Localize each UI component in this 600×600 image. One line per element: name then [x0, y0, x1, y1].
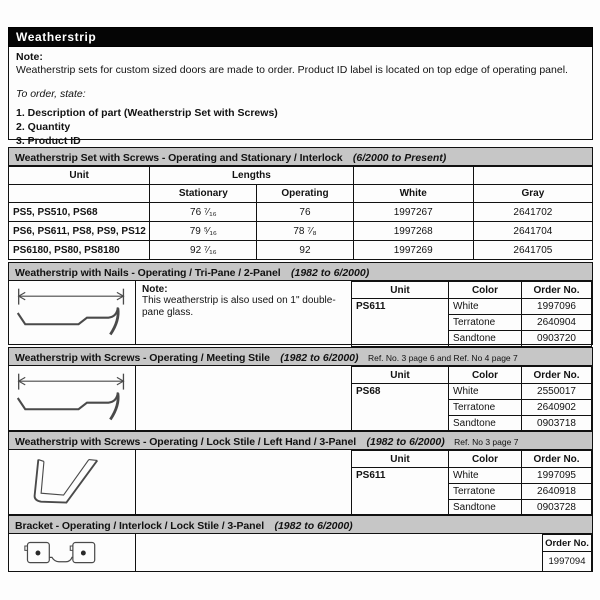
section-bracket-body [8, 534, 593, 572]
order-no-cell: 0903720 [522, 331, 592, 347]
table-row [352, 299, 592, 315]
color-cell: Terratone [449, 484, 522, 500]
section-meeting-ref: Ref. No. 3 page 6 and Ref. No 4 page 7 [367, 353, 518, 363]
stationary-length-cell: 79 ⁵⁄₁₆ [150, 222, 257, 241]
section-nails-header-bar [8, 262, 593, 281]
section-nails [8, 262, 593, 345]
table-row [352, 468, 592, 484]
col-header-order: Order No. [543, 535, 592, 552]
gray-order-cell: 2641702 [473, 203, 592, 222]
col-header-unit: Unit [9, 167, 150, 185]
page-title: Weatherstrip [8, 27, 593, 47]
operating-length-cell: 92 [257, 241, 353, 260]
section-meeting-stile [8, 347, 593, 431]
page-content [8, 27, 593, 572]
section-lock-header-bar [8, 431, 593, 450]
col-header-color: Color [449, 282, 522, 299]
order-no-cell: 1997094 [543, 552, 592, 572]
color-cell: Sandtone [449, 500, 522, 516]
stationary-length-cell: 92 ⁷⁄₁₆ [150, 241, 257, 260]
order-no-cell: 0903728 [522, 500, 592, 516]
section-meeting-title: Weatherstrip with Screws - Operating / Meeting Stile [15, 352, 270, 364]
table-row [543, 552, 592, 572]
table-row [9, 241, 593, 260]
bracket-order-table [542, 534, 592, 572]
unit-cell: PS68 [352, 384, 449, 432]
nails-order-table [351, 281, 592, 347]
section-lock-stile [8, 431, 593, 515]
order-no-cell: 0903718 [522, 416, 592, 432]
unit-cell: PS611 [352, 468, 449, 516]
col-header-lengths: Lengths [150, 167, 353, 185]
white-order-cell: 1997269 [353, 241, 473, 260]
gray-order-cell: 2641704 [473, 222, 592, 241]
section-bracket [8, 515, 593, 572]
section-lock-title: Weatherstrip with Screws - Operating / Lock Stile / Left Hand / 3-Panel [15, 436, 357, 448]
col-header-stationary: Stationary [150, 185, 257, 203]
color-cell: White [449, 384, 522, 400]
col-header-unit: Unit [352, 367, 449, 384]
section-lock-body [8, 450, 593, 515]
order-steps [16, 106, 585, 148]
color-cell: White [449, 468, 522, 484]
unit-cell: PS6180, PS80, PS8180 [9, 241, 150, 260]
section-bracket-header-bar [8, 515, 593, 534]
empty-spacer [136, 534, 542, 571]
color-cell: Terratone [449, 315, 522, 331]
note-label: Note: [16, 51, 43, 63]
section-set-date-range: (6/2000 to Present) [352, 152, 447, 164]
bracket-drawing [9, 534, 136, 571]
empty-spacer [136, 450, 351, 514]
col-header-unit: Unit [352, 282, 449, 299]
nails-note-box [136, 281, 351, 344]
section-meeting-body [8, 366, 593, 431]
bracket-icon [17, 537, 127, 569]
col-header-order: Order No. [522, 367, 592, 384]
to-order-label: To order, state: [16, 88, 86, 100]
order-no-cell: 2640902 [522, 400, 592, 416]
order-no-cell: 1997096 [522, 299, 592, 315]
col-header-color: Color [449, 367, 522, 384]
stationary-length-cell: 76 ⁷⁄₁₆ [150, 203, 257, 222]
color-cell: Sandtone [449, 416, 522, 432]
section-lock-date-range: (1982 to 6/2000) [366, 436, 445, 448]
section-set-with-screws [8, 147, 593, 260]
section-meeting-date-range: (1982 to 6/2000) [280, 352, 359, 364]
order-no-cell: 2640904 [522, 315, 592, 331]
operating-length-cell: 76 [257, 203, 353, 222]
u-channel-profile-icon [11, 453, 133, 511]
operating-length-cell: 78 ⁷⁄₈ [257, 222, 353, 241]
nails-note-label: Note: [142, 284, 168, 295]
order-no-cell: 2640918 [522, 484, 592, 500]
nails-note-text: This weatherstrip is also used on 1" double-pane glass. [142, 295, 336, 318]
col-header-operating: Operating [257, 185, 353, 203]
set-with-screws-table [8, 166, 593, 260]
color-cell: Terratone [449, 400, 522, 416]
section-set-header-bar [8, 147, 593, 166]
color-cell: Sandtone [449, 331, 522, 347]
u-channel-drawing [9, 450, 136, 514]
section-bracket-date-range: (1982 to 6/2000) [274, 520, 353, 532]
lock-order-table [351, 450, 592, 516]
section-nails-body [8, 281, 593, 345]
order-step-3: 3. Product ID [16, 135, 81, 147]
col-header-order: Order No. [522, 451, 592, 468]
order-no-cell: 2550017 [522, 384, 592, 400]
empty-spacer [136, 366, 351, 430]
table-row [352, 384, 592, 400]
meeting-order-table [351, 366, 592, 432]
order-step-2: 2. Quantity [16, 121, 71, 133]
col-header-unit: Unit [352, 451, 449, 468]
section-bracket-title: Bracket - Operating / Interlock / Lock Stile / 3-Panel [15, 520, 265, 532]
unit-cell: PS611 [352, 299, 449, 347]
measure-arrow-profile-icon [11, 369, 133, 427]
unit-cell: PS6, PS611, PS8, PS9, PS12 [9, 222, 150, 241]
white-order-cell: 1997268 [353, 222, 473, 241]
order-step-1: 1. Description of part (Weatherstrip Set with Screws) [16, 107, 278, 119]
col-header-order: Order No. [522, 282, 592, 299]
section-set-title: Weatherstrip Set with Screws - Operating and Stationary / Interlock [15, 152, 343, 164]
note-text: Weatherstrip sets for custom sized doors are made to order. Product ID label is located on top edge of operating panel. [16, 64, 568, 76]
table-row [9, 222, 593, 241]
section-lock-ref: Ref. No 3 page 7 [454, 437, 519, 447]
unit-cell: PS5, PS510, PS68 [9, 203, 150, 222]
white-order-cell: 1997267 [353, 203, 473, 222]
order-no-cell: 1997095 [522, 468, 592, 484]
color-cell: White [449, 299, 522, 315]
weatherstrip-profile-drawing [9, 366, 136, 430]
table-row [9, 203, 593, 222]
col-header-gray: Gray [473, 185, 592, 203]
weatherstrip-profile-drawing [9, 281, 136, 344]
col-header-color: Color [449, 451, 522, 468]
col-header-white: White [353, 185, 473, 203]
col-header-unit-spacer [9, 185, 150, 203]
intro-note-box [8, 47, 593, 147]
gray-order-cell: 2641705 [473, 241, 592, 260]
col-header-white-spacer [353, 167, 473, 185]
measure-arrow-profile-icon [11, 284, 133, 342]
col-header-gray-spacer [473, 167, 592, 185]
section-nails-date-range: (1982 to 6/2000) [290, 267, 370, 279]
section-meeting-header-bar [8, 347, 593, 366]
section-nails-title: Weatherstrip with Nails - Operating / Tri-Pane / 2-Panel [15, 267, 281, 279]
